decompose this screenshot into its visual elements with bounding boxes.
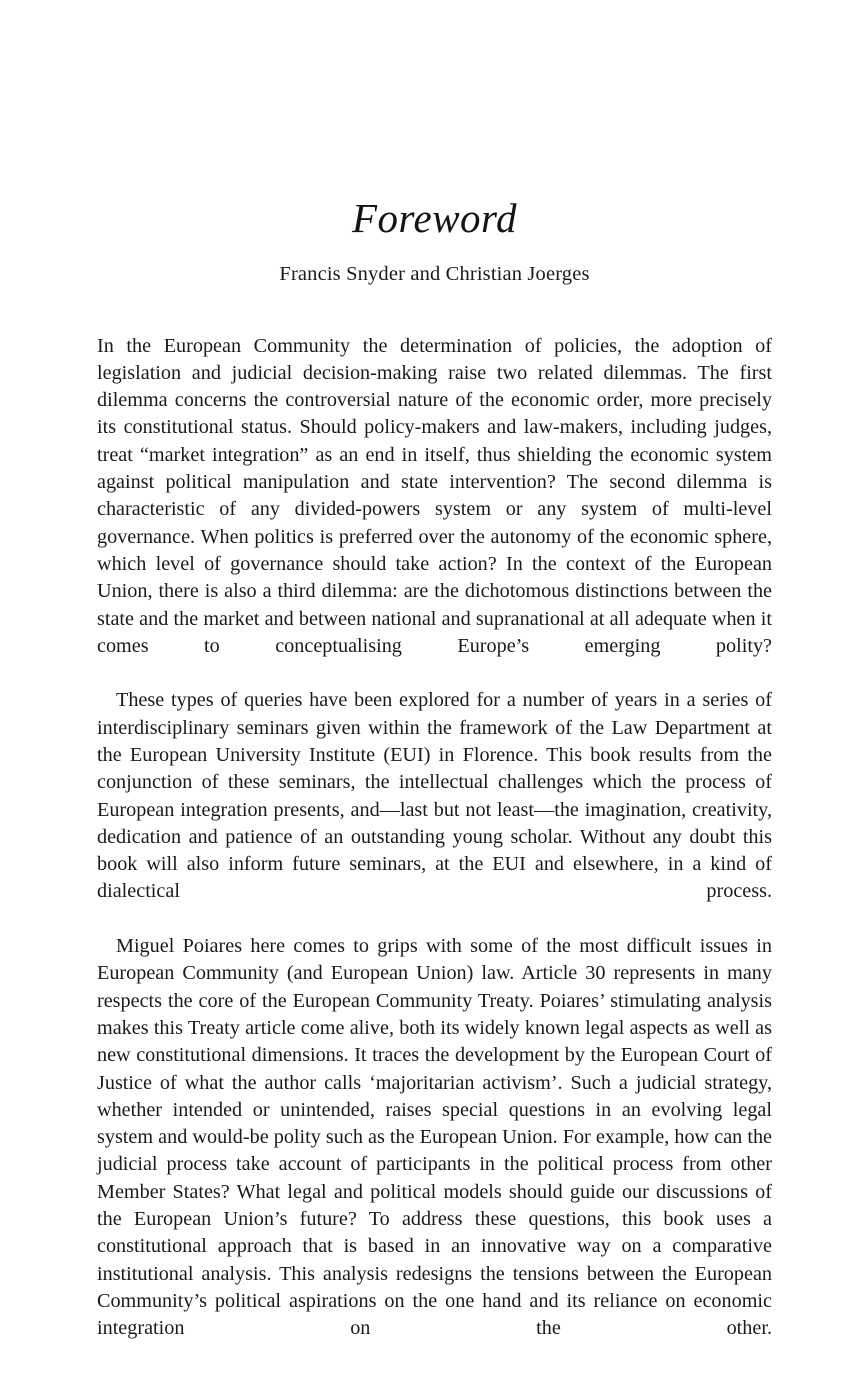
heading-block <box>97 0 772 286</box>
page-title: Foreword <box>352 195 517 241</box>
body-text-block <box>97 286 772 1370</box>
author-byline: Francis Snyder and Christian Joerges <box>279 263 590 285</box>
body-paragraph: These types of queries have been explored for a number of years in a series of interdisciplinary seminars given within the framework of the Law Department at the European University Institute (EUI) in Florence. This book results from the conjunction of these seminars, the intellectual challenges which the process of European integration presents, and—last but not least—the imagination, creativity, dedication and patience of an outstanding young scholar. Without any doubt this book will also inform future seminars, at the EUI and elsewhere, in a kind of dialectical process. <box>97 689 772 903</box>
body-paragraph: Miguel Poiares here comes to grips with some of the most difficult issues in European Community (and European Union) law. Article 30 represents in many respects the core of the European Community Treaty. Poiares’ stimulating analysis makes this Treaty article come alive, both its widely known legal aspects as well as new constitutional dimensions. It traces the development by the European Court of Justice of what the author calls ‘majoritarian activism’. Such a judicial strategy, whether intended or unintended, raises special questions in an evolving legal system and would-be polity such as the European Union. For example, how can the judicial process take account of participants in the political process from other Member States? What legal and political models should guide our discussions of the European Union’s future? To address these questions, this book uses a constitutional approach that is based in an innovative way on a comparative institutional analysis. This analysis redesigns the tensions between the European Community’s political aspirations on the one hand and its reliance on economic integration on the other. <box>97 935 772 1340</box>
page-content-block <box>97 0 772 1370</box>
body-paragraph: In the European Community the determination of policies, the adoption of legislation and judicial decision-making raise two related dilemmas. The first dilemma concerns the controversial nature of the economic order, more precisely its constitutional status. Should policy-makers and law-makers, including judges, treat “market integration” as an end in itself, thus shielding the economic system against political manipulation and state intervention? The second dilemma is characteristic of any divided-powers system or any system of multi-level governance. When politics is preferred over the autonomy of the economic sphere, which level of governance should take action? In the context of the European Union, there is also a third dilemma: are the dichotomous distinctions between the state and the market and between national and supranational at all adequate when it comes to conceptualising Europe’s emerging polity? <box>97 334 772 657</box>
